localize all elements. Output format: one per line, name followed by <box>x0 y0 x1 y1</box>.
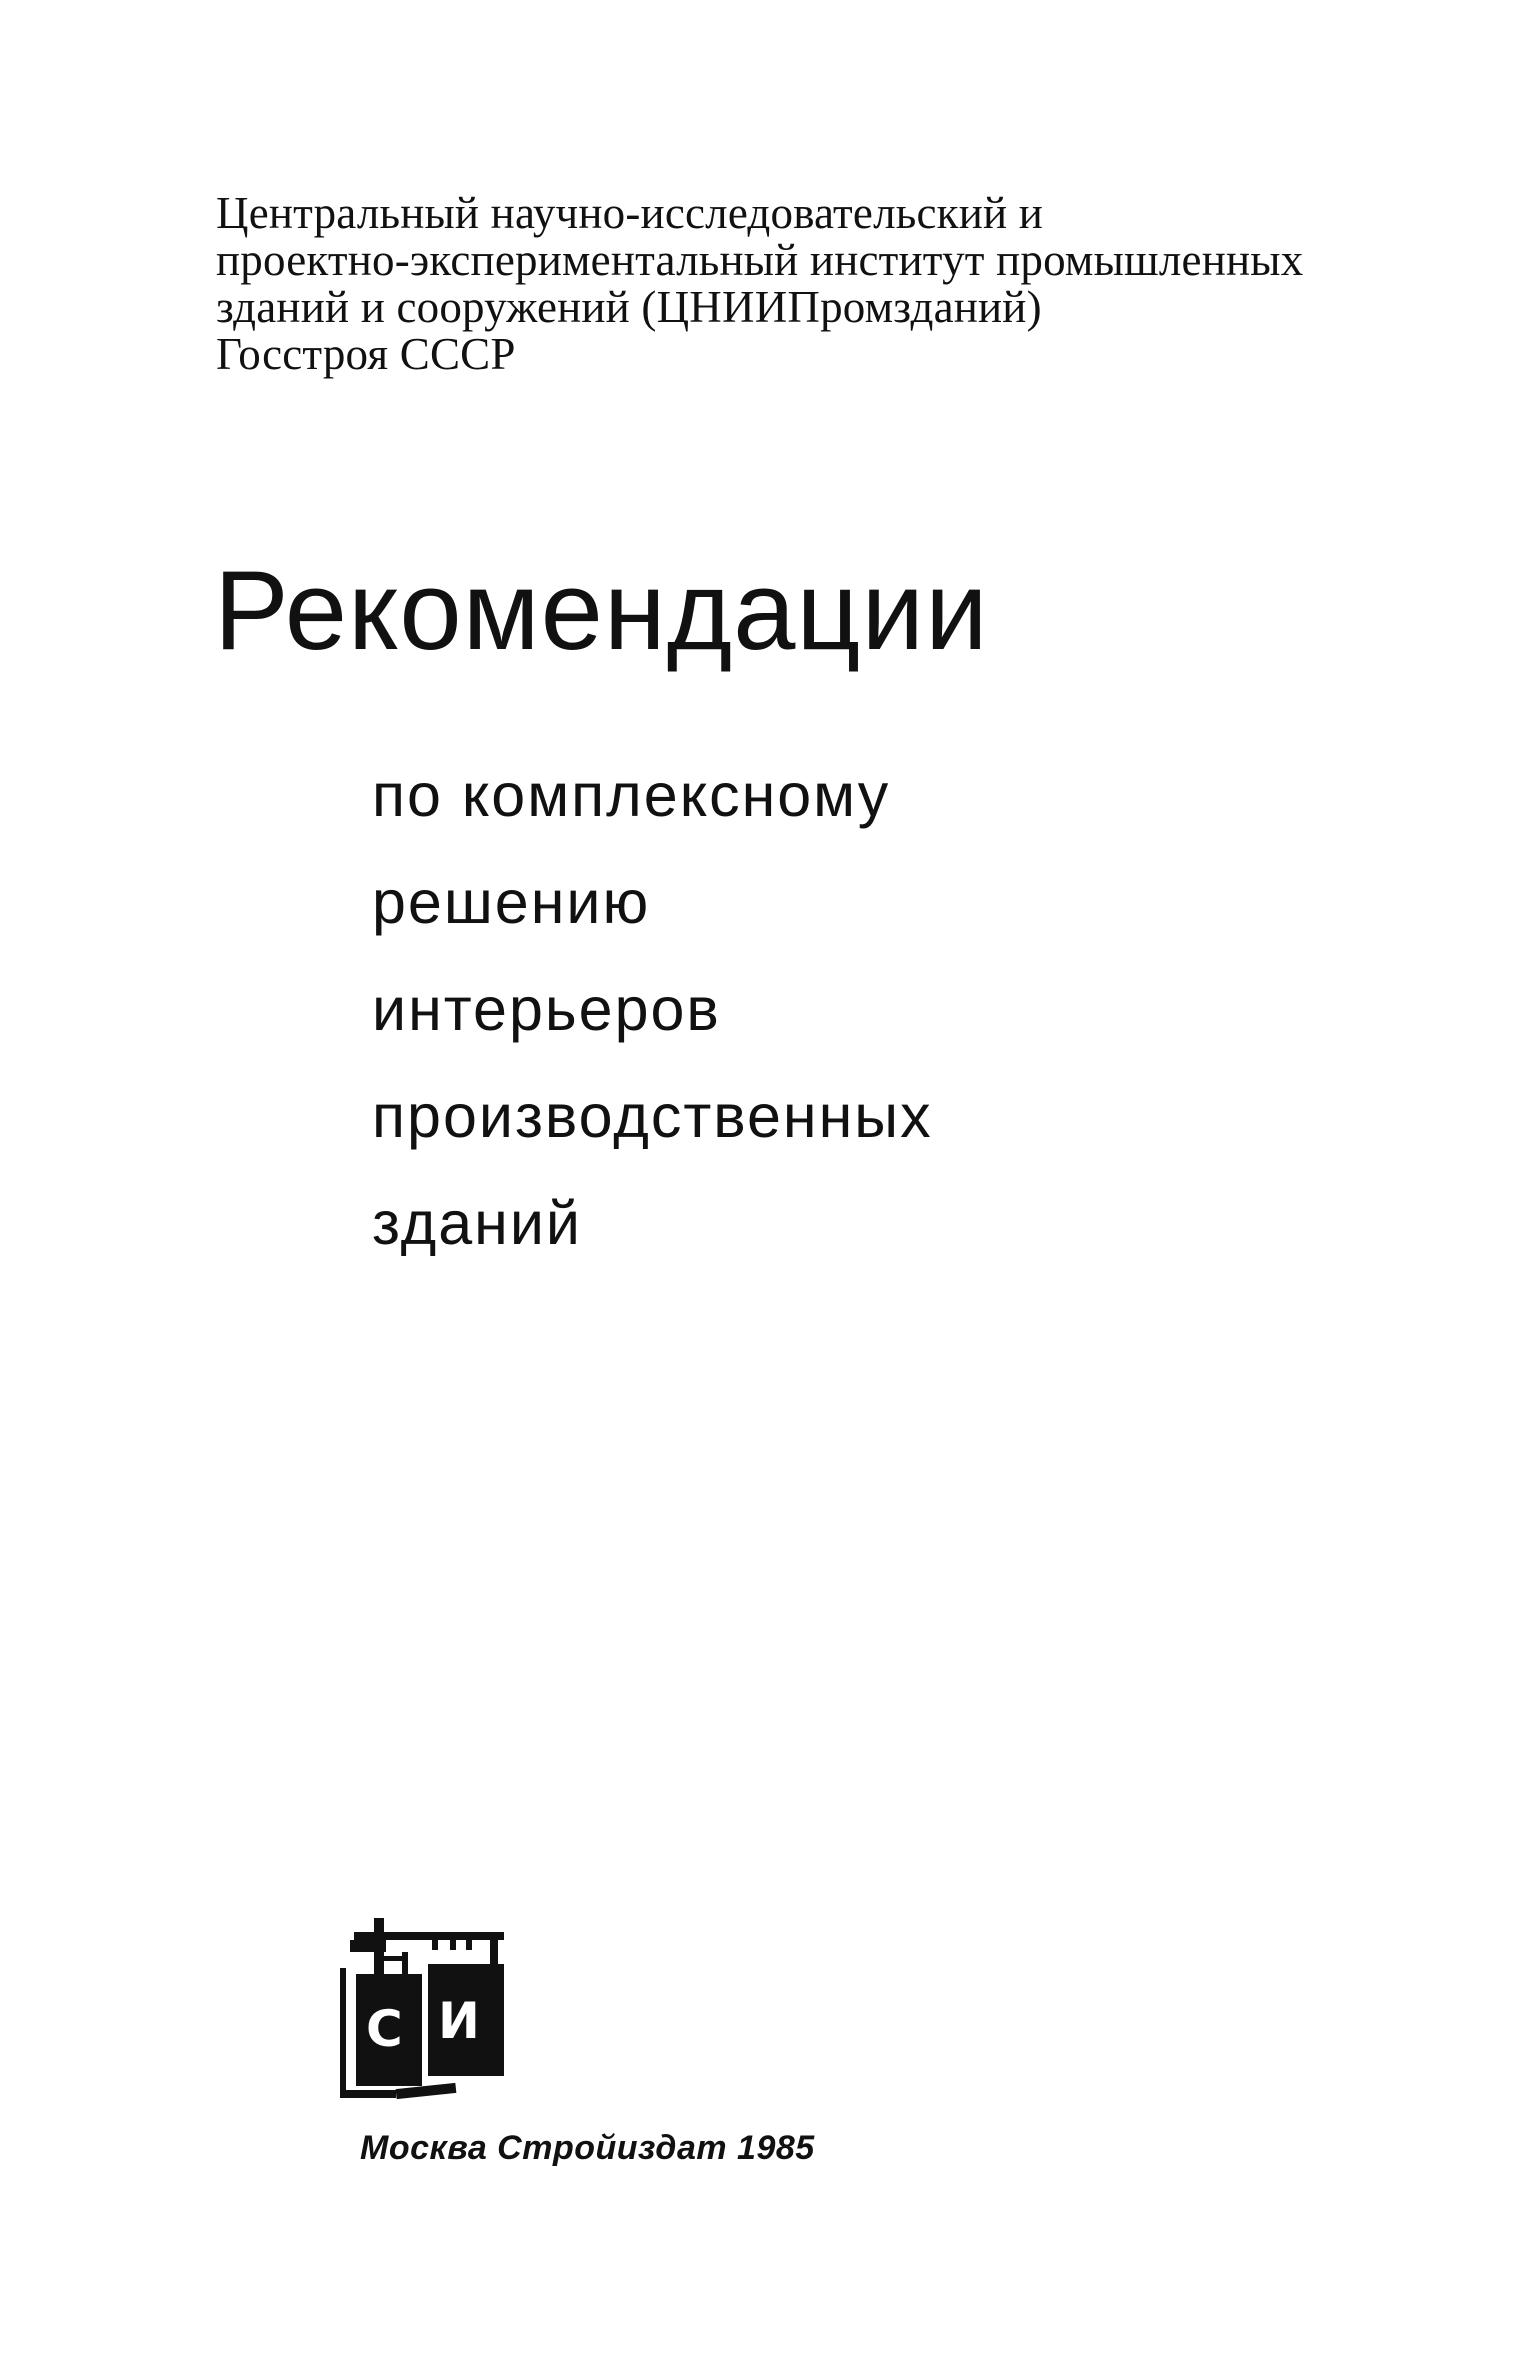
subtitle-line: решению <box>372 868 651 936</box>
publisher-imprint: Москва Стройиздат 1985 <box>360 2129 815 2167</box>
subtitle-line: интерьеров <box>372 975 721 1043</box>
document-subtitle <box>372 742 933 1277</box>
document-title: Рекомендации <box>214 548 989 673</box>
publisher-logo <box>340 1918 510 2103</box>
logo-letter: И <box>438 1992 480 2050</box>
book-crane-logo-icon <box>340 1918 510 2103</box>
organization-line: Госстроя СССР <box>216 329 516 379</box>
organization-block <box>216 190 1376 378</box>
logo-letter: С <box>366 2000 403 2058</box>
subtitle-line: производственных <box>372 1082 933 1150</box>
organization-line: Центральный научно-исследовательский и <box>216 188 1044 238</box>
organization-line: проектно-экспериментальный институт промышленных <box>216 235 1304 285</box>
subtitle-line: по комплексному <box>372 761 891 829</box>
subtitle-line: зданий <box>372 1189 582 1257</box>
organization-line: зданий и сооружений (ЦНИИПромзданий) <box>216 282 1042 332</box>
